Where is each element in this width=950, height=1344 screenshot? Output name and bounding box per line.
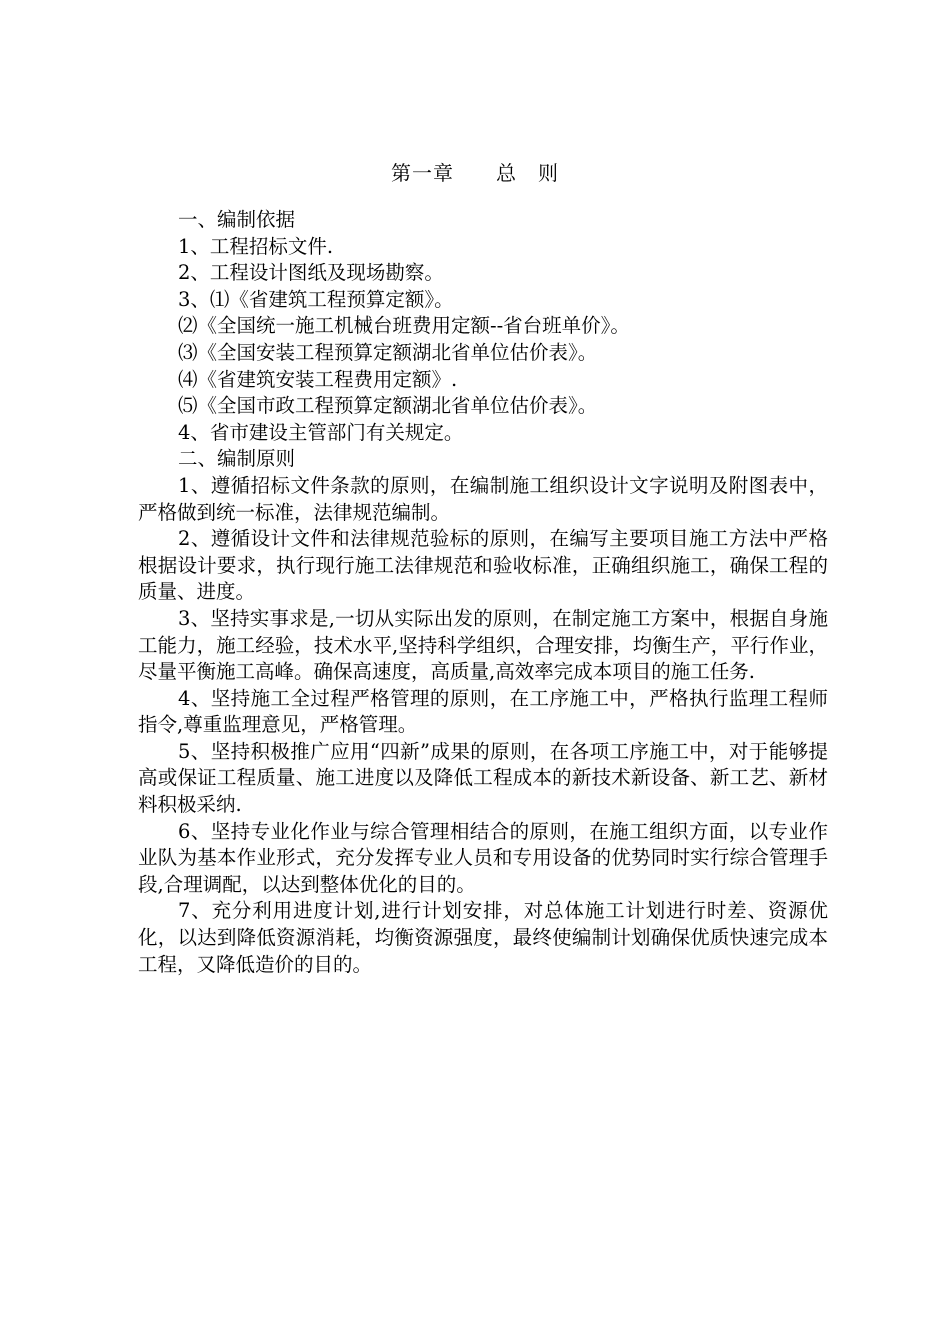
principle-paragraph: 4、坚持施工全过程严格管理的原则，在工序施工中，严格执行监理工程师指令,尊重监理意见，严格管理。	[138, 686, 828, 737]
principle-paragraph: 6、坚持专业化作业与综合管理相结合的原则，在施工组织方面，以专业作业队为基本作业形式，充分发挥专业人员和专用设备的优势同时实行综合管理手段,合理调配，以达到整体优化的目的。	[138, 819, 828, 896]
basis-item: ⑷《省建筑安装工程费用定额》.	[178, 367, 458, 391]
principle-paragraph: 3、坚持实事求是,一切从实际出发的原则，在制定施工方案中，根据自身施工能力，施工经验，技术水平,坚持科学组织，合理安排，均衡生产，平行作业，尽量平衡施工高峰。确保高速度，高质量,高效率完成本项目的施工任务.	[138, 606, 828, 684]
principle-paragraph: 7、充分利用进度计划,进行计划安排，对总体施工计划进行时差、资源优化，以达到降低资源消耗，均衡资源强度，最终使编制计划确保优质快速完成本工程，又降低造价的目的。	[138, 899, 828, 976]
document-body	[138, 207, 828, 978]
chapter-title: 第一章 总 则	[391, 161, 559, 185]
basis-item: ⑸《全国市政工程预算定额湖北省单位估价表》。	[178, 394, 598, 418]
basis-item: 4、省市建设主管部门有关规定。	[178, 420, 464, 444]
basis-item: 3、⑴《省建筑工程预算定额》。	[178, 287, 454, 311]
principle-paragraph: 1、遵循招标文件条款的原则，在编制施工组织设计文字说明及附图表中，严格做到统一标准，法律规范编制。	[138, 473, 828, 524]
basis-item: 2、工程设计图纸及现场勘察。	[178, 261, 444, 285]
basis-item: 1、工程招标文件.	[178, 234, 334, 258]
basis-item: ⑵《全国统一施工机械台班费用定额--省台班单价》。	[178, 314, 630, 338]
section-heading-basis: 一、编制依据	[178, 208, 296, 231]
basis-item: ⑶《全国安装工程预算定额湖北省单位估价表》。	[178, 340, 598, 364]
principle-paragraph: 5、坚持积极推广应用“四新”成果的原则，在各项工序施工中，对于能够提高或保证工程质量、施工进度以及降低工程成本的新技术新设备、新工艺、新材料积极采纳.	[138, 739, 828, 817]
section-heading-principles: 二、编制原则	[178, 447, 296, 471]
principle-paragraph: 2、遵循设计文件和法律规范验标的原则，在编写主要项目施工方法中严格根据设计要求，执行现行施工法律规范和验收标准，正确组织施工，确保工程的质量、进度。	[138, 527, 828, 604]
